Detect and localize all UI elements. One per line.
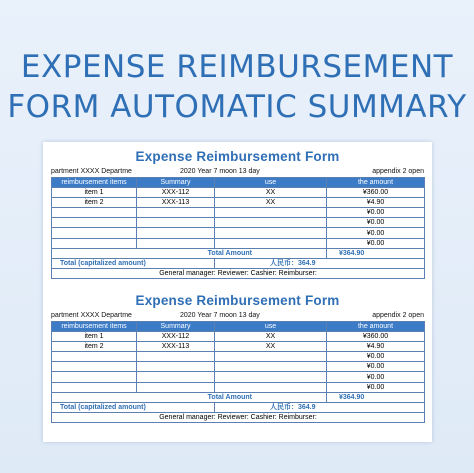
cell-amount[interactable]: ¥0.00 — [327, 382, 425, 392]
cell-use[interactable]: XX — [215, 188, 327, 198]
expense-table — [51, 177, 425, 279]
cell-amount[interactable]: ¥360.00 — [327, 188, 425, 198]
total-amount-value[interactable]: ¥364.90 — [327, 248, 425, 258]
cell-use[interactable] — [215, 218, 327, 228]
capitalized-value[interactable]: 人民币：364.9 — [215, 258, 425, 268]
table-row — [52, 372, 425, 382]
signature-line: General manager: Reviewer: Cashier: Reimburser: — [52, 268, 425, 278]
cell-item[interactable]: item 1 — [52, 332, 137, 342]
cell-amount[interactable]: ¥0.00 — [327, 208, 425, 218]
spreadsheet-preview — [43, 142, 432, 442]
cell-item[interactable]: item 1 — [52, 188, 137, 198]
table-row — [52, 342, 425, 352]
cell-item[interactable] — [52, 228, 137, 238]
cell-use[interactable]: XX — [215, 342, 327, 352]
table-row — [52, 208, 425, 218]
cell-item[interactable]: item 2 — [52, 342, 137, 352]
expense-table — [51, 321, 425, 423]
headline-line-1: EXPENSE REIMBURSEMENT — [20, 49, 454, 85]
cell-summary[interactable] — [137, 238, 215, 248]
table-row — [52, 218, 425, 228]
cell-summary[interactable] — [137, 218, 215, 228]
cell-item[interactable] — [52, 238, 137, 248]
cell-use[interactable] — [215, 382, 327, 392]
column-header: use — [215, 322, 327, 332]
cell-item[interactable]: item 2 — [52, 198, 137, 208]
cell-use[interactable]: XX — [215, 332, 327, 342]
total-amount-label: Total Amount — [52, 392, 327, 402]
appendix-label: appendix 2 open — [372, 312, 424, 319]
cell-amount[interactable]: ¥4.90 — [327, 198, 425, 208]
cell-use[interactable] — [215, 238, 327, 248]
table-header-row — [52, 322, 425, 332]
cell-item[interactable] — [52, 372, 137, 382]
cell-summary[interactable] — [137, 208, 215, 218]
cell-summary[interactable] — [137, 382, 215, 392]
table-row — [52, 198, 425, 208]
signature-row — [52, 412, 425, 422]
column-header: the amount — [327, 322, 425, 332]
cell-summary[interactable] — [137, 352, 215, 362]
capitalized-row — [52, 258, 425, 268]
cell-amount[interactable]: ¥0.00 — [327, 218, 425, 228]
cell-summary[interactable]: XXX-112 — [137, 188, 215, 198]
form-meta-row — [51, 166, 424, 177]
capitalized-label: Total (capitalized amount) — [52, 258, 215, 268]
cell-amount[interactable]: ¥0.00 — [327, 238, 425, 248]
cell-amount[interactable]: ¥0.00 — [327, 362, 425, 372]
cell-use[interactable] — [215, 362, 327, 372]
department-label: partment XXXX Departme — [51, 168, 132, 175]
cell-item[interactable] — [52, 362, 137, 372]
table-row — [52, 188, 425, 198]
capitalized-label: Total (capitalized amount) — [52, 402, 215, 412]
signature-row — [52, 268, 425, 278]
cell-amount[interactable]: ¥4.90 — [327, 342, 425, 352]
column-header: reimbursement items — [52, 178, 137, 188]
date-label: 2020 Year 7 moon 13 day — [180, 168, 260, 175]
headline-line-2: FORM AUTOMATIC SUMMARY — [7, 89, 467, 125]
cell-summary[interactable] — [137, 362, 215, 372]
column-header: Summary — [137, 178, 215, 188]
cell-amount[interactable]: ¥360.00 — [327, 332, 425, 342]
cell-use[interactable] — [215, 228, 327, 238]
cell-amount[interactable]: ¥0.00 — [327, 372, 425, 382]
date-label: 2020 Year 7 moon 13 day — [180, 312, 260, 319]
expense-form-1 — [51, 148, 424, 279]
cell-use[interactable] — [215, 372, 327, 382]
cell-use[interactable]: XX — [215, 198, 327, 208]
form-meta-row — [51, 310, 424, 321]
form-title: Expense Reimbursement Form — [135, 293, 340, 308]
table-row — [52, 238, 425, 248]
cell-summary[interactable]: XXX-112 — [137, 332, 215, 342]
appendix-label: appendix 2 open — [372, 168, 424, 175]
column-header: use — [215, 178, 327, 188]
cell-item[interactable] — [52, 218, 137, 228]
cell-item[interactable] — [52, 352, 137, 362]
cell-item[interactable] — [52, 382, 137, 392]
signature-line: General manager: Reviewer: Cashier: Reimburser: — [52, 412, 425, 422]
cell-amount[interactable]: ¥0.00 — [327, 352, 425, 362]
cell-use[interactable] — [215, 352, 327, 362]
column-header: the amount — [327, 178, 425, 188]
table-row — [52, 352, 425, 362]
cell-summary[interactable]: XXX-113 — [137, 342, 215, 352]
column-header: reimbursement items — [52, 322, 137, 332]
department-label: partment XXXX Departme — [51, 312, 132, 319]
total-row — [52, 248, 425, 258]
table-row — [52, 382, 425, 392]
table-row — [52, 362, 425, 372]
cell-amount[interactable]: ¥0.00 — [327, 228, 425, 238]
cell-use[interactable] — [215, 208, 327, 218]
cell-summary[interactable] — [137, 228, 215, 238]
cell-summary[interactable] — [137, 372, 215, 382]
table-row — [52, 228, 425, 238]
total-amount-label: Total Amount — [52, 248, 327, 258]
table-row — [52, 332, 425, 342]
table-header-row — [52, 178, 425, 188]
expense-form-2 — [51, 292, 424, 423]
capitalized-value[interactable]: 人民币：364.9 — [215, 402, 425, 412]
total-row — [52, 392, 425, 402]
cell-item[interactable] — [52, 208, 137, 218]
column-header: Summary — [137, 322, 215, 332]
capitalized-row — [52, 402, 425, 412]
form-title: Expense Reimbursement Form — [135, 149, 340, 164]
cell-summary[interactable]: XXX-113 — [137, 198, 215, 208]
total-amount-value[interactable]: ¥364.90 — [327, 392, 425, 402]
